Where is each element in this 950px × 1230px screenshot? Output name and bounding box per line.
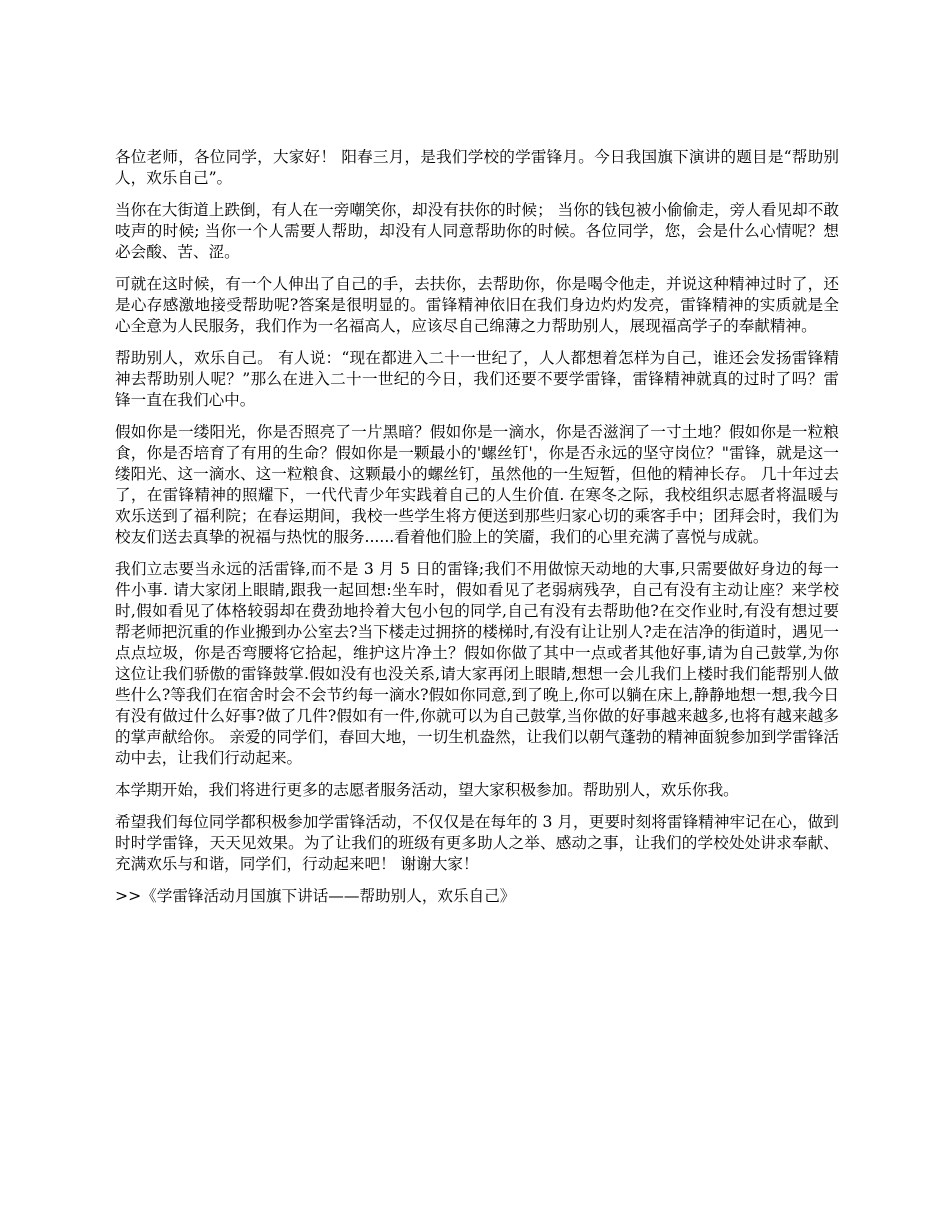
paragraph-new-century: 帮助别人，欢乐自己。 有人说：“现在都进入二十一世纪了，人人都想着怎样为自己，谁还会发扬雷锋精神去帮助别人呢？”那么在进入二十一世纪的今日，我们还要不要学雷锋，雷锋精神就真的过时了吗？雷锋一直在我们心中。 — [115, 349, 839, 409]
paragraph-semester: 本学期开始，我们将进行更多的志愿者服务活动，望大家积极参加。帮助别人，欢乐你我。 — [115, 781, 739, 799]
paragraph-scenario: 当你在大街道上跌倒，有人在一旁嘲笑你，却没有扶你的时候； 当你的钱包被小偷偷走，旁人看见却不敢吱声的时候; 当你一个人需要人帮助，却没有人同意帮助你的时候。各位同学，您，会是什么心情呢？想必会酸、苦、涩。 — [115, 201, 839, 261]
document-body — [115, 147, 839, 907]
paragraph-sunshine: 假如你是一缕阳光，你是否照亮了一片黑暗？假如你是一滴水，你是否滋润了一寸土地？假如你是一粒粮食，你是否培育了有用的生命？假如你是一颗最小的'螺丝钉'，你是否永远的坚守岗位？"雷锋，就是这一缕阳光、这一滴水、这一粒粮食、这颗最小的螺丝钉，虽然他的一生短暂，但他的精神长存。 几十年过去了，在雷锋精神的照耀下，一代代青少年实践着自己的人生价值. 在寒冬之际，我校组织志愿者将温暖与欢乐送到了福利院；在春运期间，我校一些学生将方便送到那些归家心切的乘客手中；团拜会时，我们为校友们送去真挚的祝福与热忱的服务......看着他们脸上的笑靥，我们的心里充满了喜悦与成就。 — [115, 423, 839, 546]
related-article-link[interactable]: >>《学雷锋活动月国旗下讲话——帮助别人，欢乐自己》 — [115, 887, 516, 905]
paragraph-closing: 希望我们每位同学都积极参加学雷锋活动，不仅仅是在每年的 3 月，更要时刻将雷锋精神牢记在心，做到时时学雷锋，天天见效果。为了让我们的班级有更多助人之举、感动之事，让我们的学校处处讲求奉献、充满欢乐与和谐，同学们，行动起来吧！ 谢谢大家！ — [115, 813, 839, 873]
paragraph-living-leifeng: 我们立志要当永远的活雷锋,而不是 3 月 5 日的雷锋;我们不用做惊天动地的大事,只需要做好身边的每一件小事. 请大家闭上眼睛,跟我一起回想:坐车时，假如看见了老弱病残孕，自己有没有主动让座？来学校时,假如看见了体格较弱却在费劲地拎着大包小包的同学,自己有没有去帮助他?在交作业时,有没有想过要帮老师把沉重的作业搬到办公室去?当下楼走过拥挤的楼梯时,有没有让让别人?走在洁净的街道时，遇见一点点垃圾，你是否弯腰将它拾起，维护这片净土？假如你做了其中一点或者其他好事,请为自己鼓掌,为你这位让我们骄傲的雷锋鼓掌.假如没有也没关系,请大家再闭上眼睛,想想一会儿我们上楼时我们能帮别人做些什么?等我们在宿舍时会不会节约每一滴水?假如你同意,到了晚上,你可以躺在床上,静静地想一想,我今日有没有做过什么好事?做了几件?假如有一件,你就可以为自己鼓掌,当你做的好事越来越多,也将有越来越多的掌声献给你。 亲爱的同学们，春回大地，一切生机盎然，让我们以朝气蓬勃的精神面貌参加到学雷锋活动中去，让我们行动起来。 — [115, 560, 839, 767]
paragraph-helping-hand: 可就在这时候，有一个人伸出了自己的手，去扶你，去帮助你，你是喝令他走，并说这种精神过时了，还是心存感激地接受帮助呢?答案是很明显的。雷锋精神依旧在我们身边灼灼发亮，雷锋精神的实质就是全心全意为人民服务，我们作为一名福高人，应该尽自己绵薄之力帮助别人，展现福高学子的奉献精神。 — [115, 275, 839, 335]
paragraph-greeting: 各位老师，各位同学，大家好！ 阳春三月，是我们学校的学雷锋月。今日我国旗下演讲的题目是“帮助别人，欢乐自己”。 — [115, 148, 839, 187]
